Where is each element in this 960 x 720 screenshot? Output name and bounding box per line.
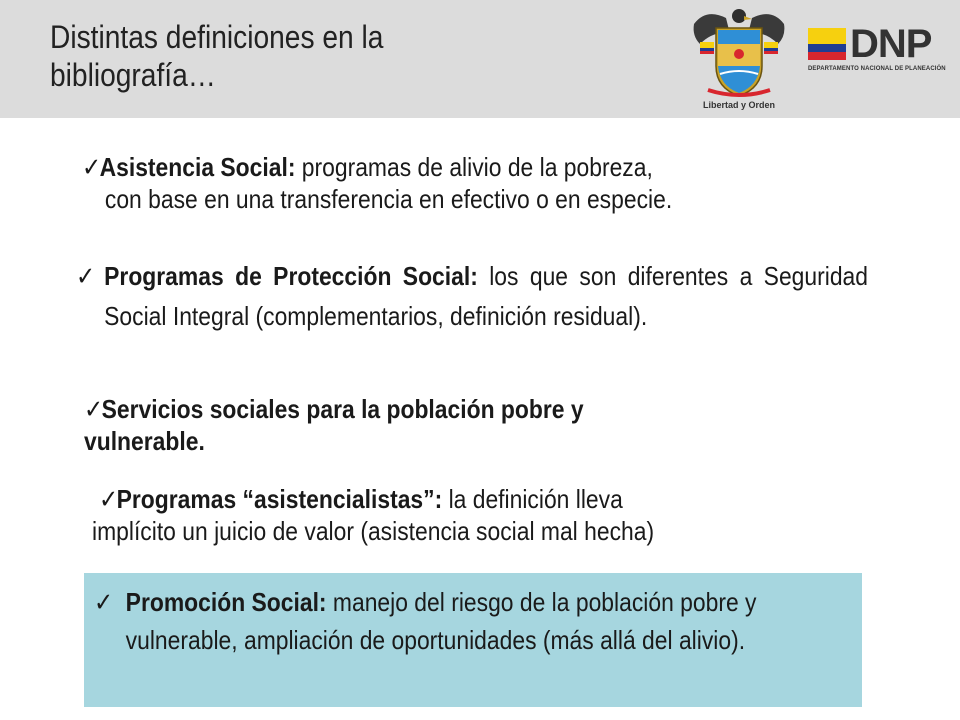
crest-motto: Libertad y Orden [702,100,775,110]
colombia-flag-icon [808,28,846,60]
page-title [50,18,420,94]
definition-term: Programas de Protección Social: [104,261,478,291]
definition-term: Promoción Social: [125,587,327,617]
definition-term: Asistencia Social: [99,152,296,182]
definition-text: programas de alivio de la pobreza, [295,152,653,182]
checkmark-icon: ✓ [99,484,119,514]
definition-asistencia-social [82,151,812,215]
definition-servicios-sociales [84,393,823,457]
definition-continuation: vulnerable. [84,426,205,456]
definition-text: manejo del riesgo de la población pobre y vulnerable, ampliación de oportunidades (más allá del alivio). [125,587,757,655]
coat-of-arms-logo [686,4,792,114]
dnp-logo-subtitle: DEPARTAMENTO NACIONAL DE PLANEACIÓN [808,66,946,72]
title-line-1: Distintas definiciones en la [50,19,384,55]
definition-continuation: con base en una transferencia en efectivo o en especie. [104,184,673,214]
definition-text: los que son diferentes a Seguridad Social Integral (complementarios, definición residual). [104,261,868,331]
definition-promocion-social [94,583,851,659]
checkmark-icon: ✓ [94,587,114,617]
header-band [0,0,960,118]
dnp-logo-text: DNP [850,22,932,66]
definition-continuation: implícito un juicio de valor (asistencia social mal hecha) [92,516,655,546]
checkmark-icon: ✓ [76,261,96,291]
definition-term: Programas “asistencialistas”: [116,484,443,514]
definition-programas-proteccion-social [76,256,868,336]
definition-term: Servicios sociales para la población pobre y [101,394,584,424]
dnp-logo [808,22,954,82]
condor-crest-icon [686,4,792,100]
promocion-social-highlight-box [84,573,862,707]
title-line-2: bibliografía… [50,57,216,93]
checkmark-icon: ✓ [84,394,104,424]
checkmark-icon: ✓ [82,152,102,182]
definition-text: la definición lleva [442,484,623,514]
definition-programas-asistencialistas [92,483,840,547]
